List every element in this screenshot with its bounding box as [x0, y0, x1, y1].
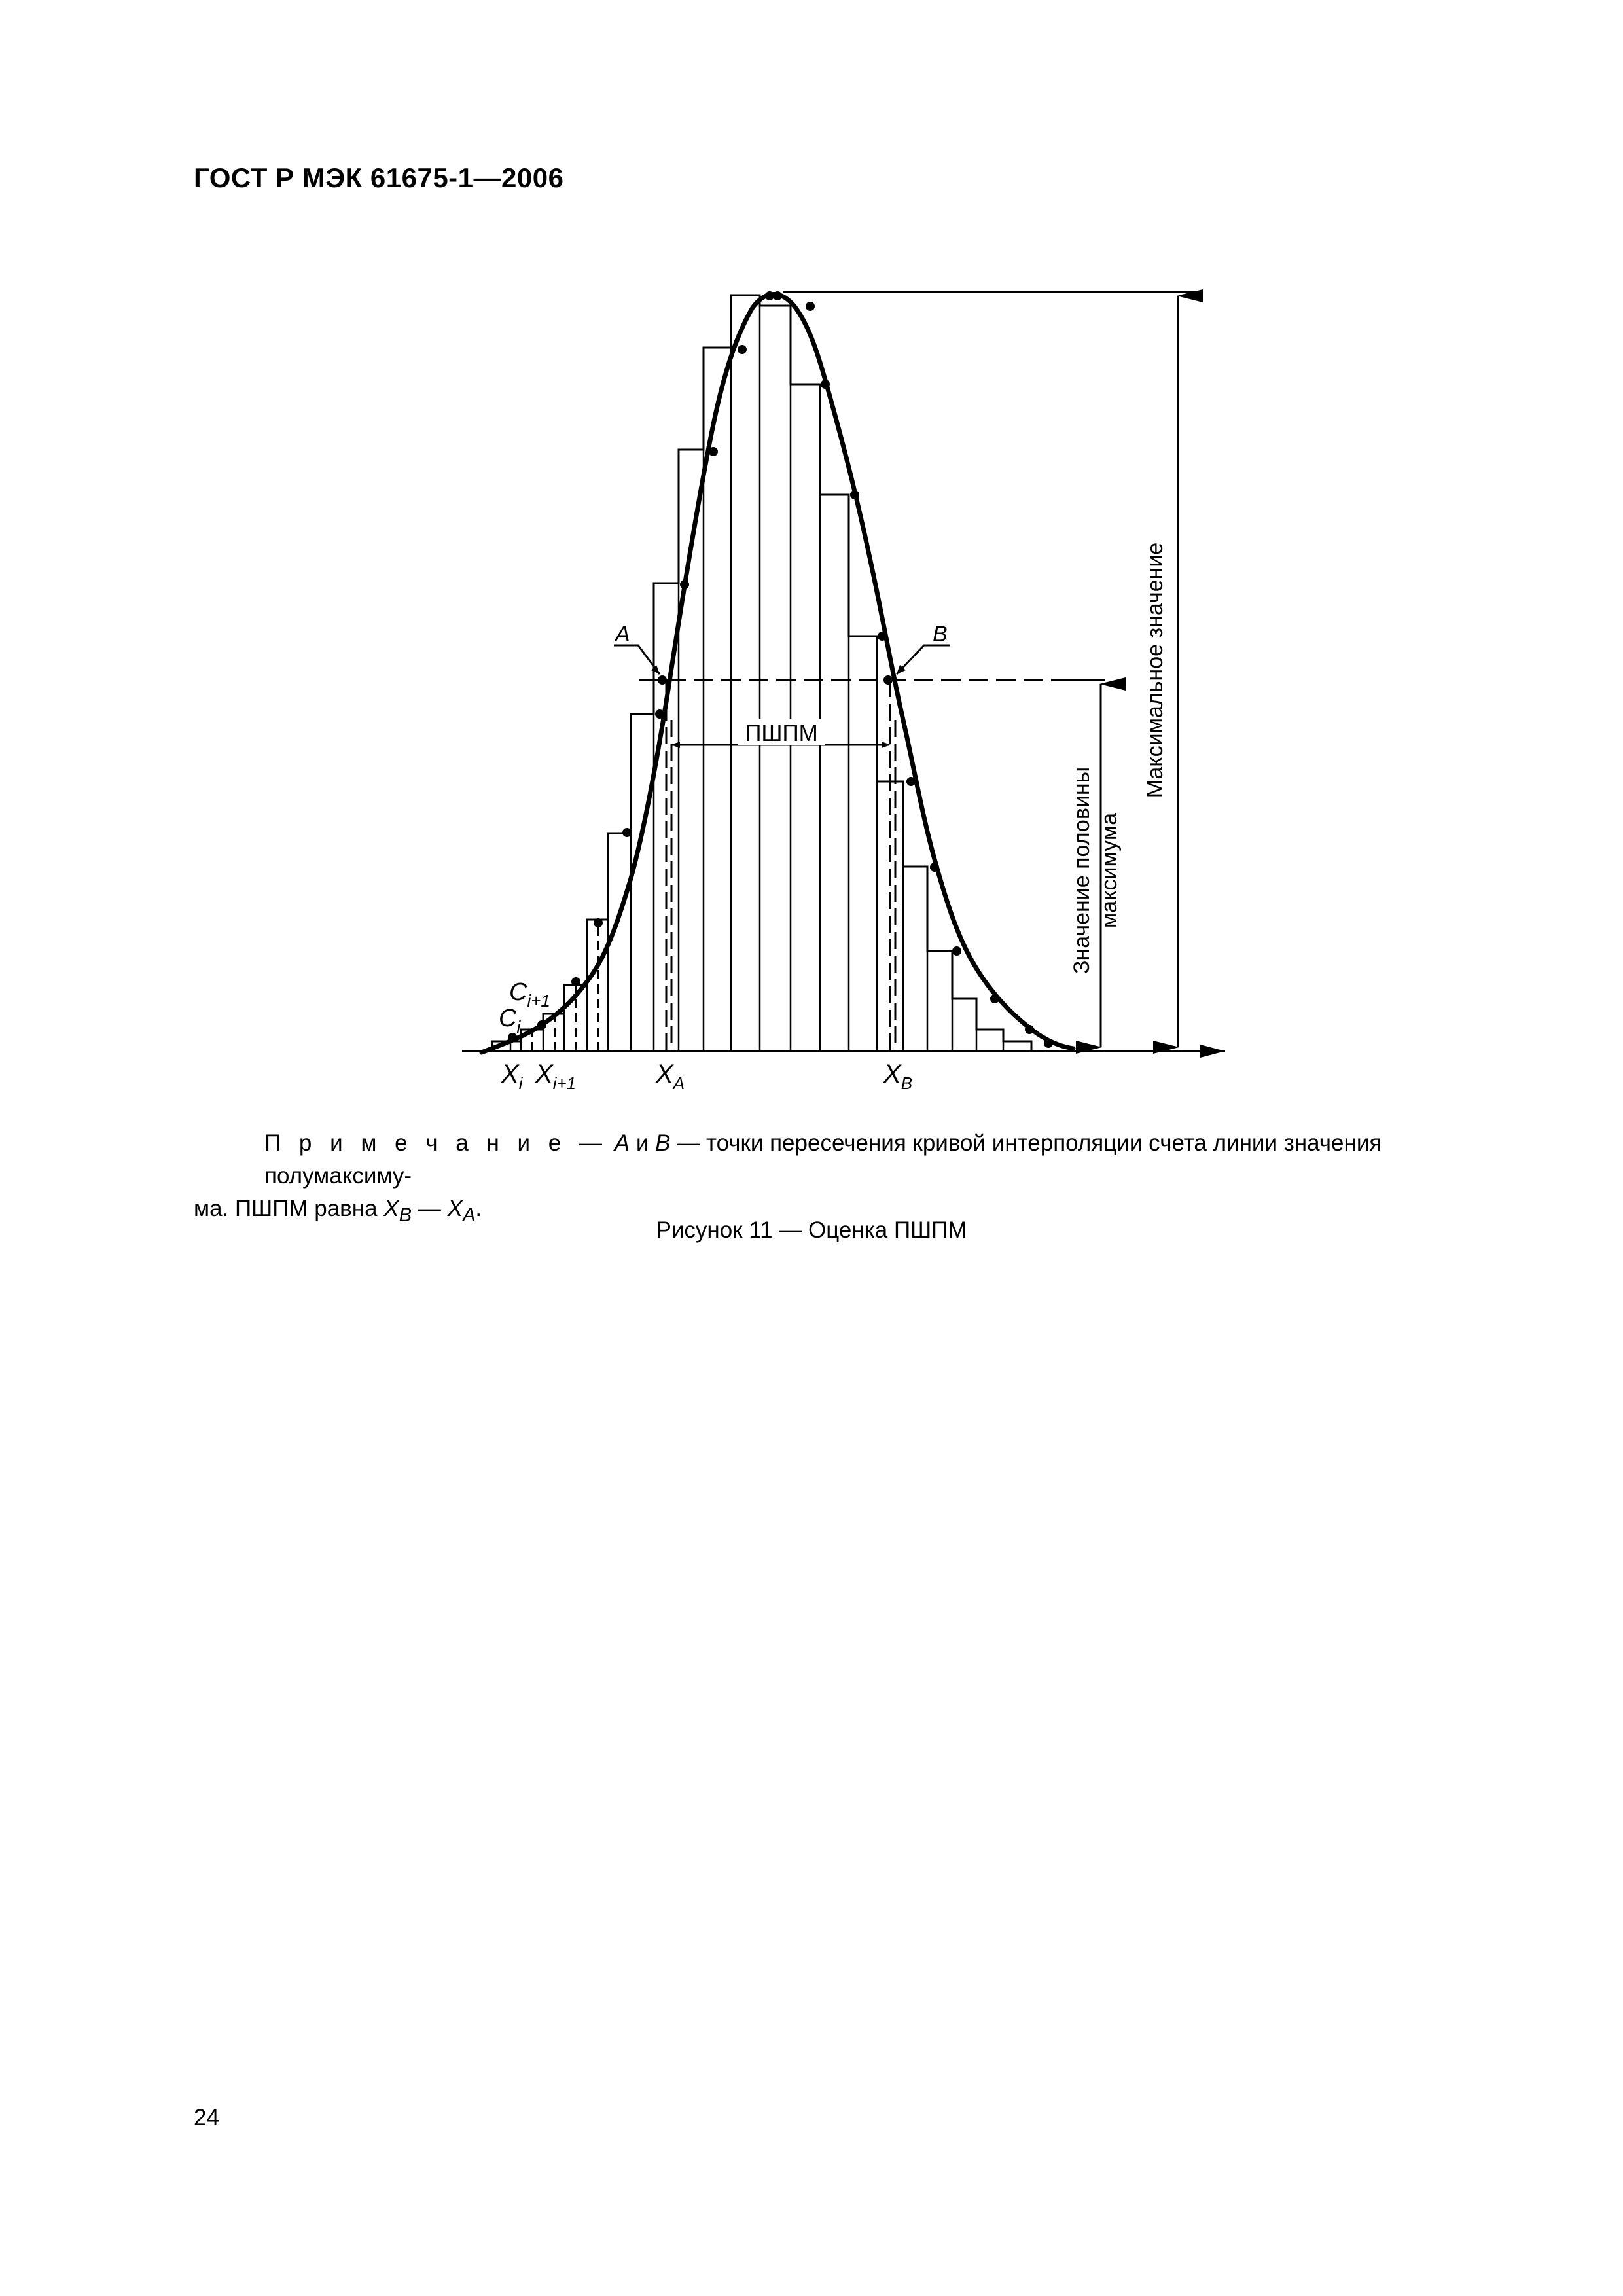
- document-header: ГОСТ Р МЭК 61675-1—2006: [194, 162, 564, 193]
- label-x-b: $X_B$: [883, 1060, 913, 1093]
- figure-caption: Рисунок 11 — Оценка ПШПМ: [656, 1217, 967, 1243]
- note-and: и: [635, 1130, 649, 1156]
- histogram: [492, 295, 1031, 1051]
- note-xa: $X_A$: [447, 1196, 476, 1226]
- label-B: B: [933, 622, 948, 647]
- half-max-label-line2: максимума: [1097, 812, 1122, 929]
- page-number: 24: [194, 2105, 219, 2130]
- note-point-b: B: [655, 1130, 671, 1156]
- label-c-i: $C_i$: [499, 1005, 521, 1037]
- label-A: A: [615, 622, 630, 647]
- note-text-1: — точки пересечения кривой интерполяции счета линии значения полумаксиму-: [264, 1130, 1382, 1189]
- note-label: П р и м е ч а н и е —: [264, 1130, 608, 1156]
- label-x-a: $X_A$: [656, 1060, 685, 1093]
- note-text-2: ма. ПШПМ равна: [194, 1196, 378, 1221]
- label-x-next: $X_{i+1}$: [535, 1060, 577, 1093]
- fwhm-label: ПШПМ: [745, 721, 818, 746]
- half-max-label-line1: Значение половины: [1069, 766, 1094, 975]
- note-dash: —: [418, 1196, 441, 1221]
- note-end: .: [475, 1196, 482, 1221]
- note-line-1: [194, 1127, 1496, 1193]
- label-x-i: $X_i$: [501, 1060, 523, 1093]
- interpolation-curve: [482, 294, 1073, 1052]
- label-c-next: $C_{i+1}$: [509, 978, 550, 1011]
- histogram-dividers: [521, 295, 1003, 1051]
- figure-note: [194, 1127, 1496, 1232]
- max-value-label: Максимальное значение: [1143, 542, 1168, 798]
- histogram-outline: [492, 295, 1031, 1051]
- sample-points: [508, 291, 1053, 1048]
- note-xb: $X_B$: [383, 1196, 412, 1226]
- note-point-a: A: [614, 1130, 630, 1156]
